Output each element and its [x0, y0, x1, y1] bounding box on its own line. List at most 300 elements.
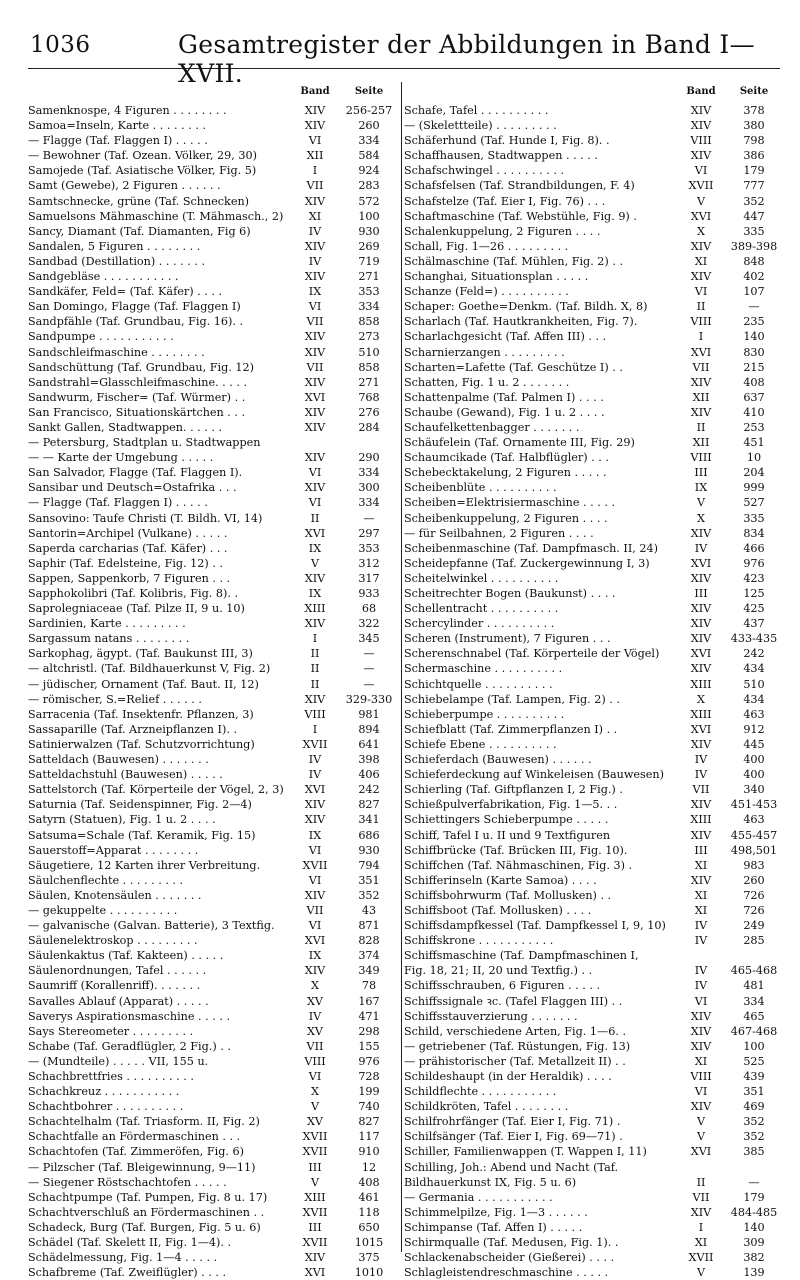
page-ref: 408 [743, 375, 765, 389]
page-ref: 930 [358, 843, 380, 857]
index-entry [404, 843, 782, 858]
band-number: I [698, 330, 704, 344]
page-ref: — [363, 647, 375, 661]
entry-text: Schießpulverfabrikation, Fig. 1—5. . . [404, 798, 618, 812]
band-number: XI [308, 209, 322, 223]
page-ref: 912 [743, 722, 765, 736]
column-divider [401, 82, 402, 1252]
page-ref: 719 [358, 254, 380, 268]
band-number: XII [306, 149, 324, 163]
entry-text: Sapphokolibri (Taf. Kolibris, Fig. 8). . [28, 587, 239, 600]
band-number: XI [694, 858, 708, 872]
band-number: XIV [304, 239, 326, 253]
page-ref: 78 [361, 979, 377, 993]
page-ref: 340 [743, 783, 765, 797]
entry-text: Sarracenia (Taf. Insektenfr. Pflanzen, 3) [28, 707, 254, 721]
index-entry [28, 707, 398, 722]
band-number: XVII [302, 1205, 328, 1219]
entry-text: Scharnierzangen . . . . . . . . . [404, 345, 565, 359]
band-number: VI [308, 1070, 322, 1083]
entry-text: Schabe (Taf. Geradflügler, 2 Fig.) . . [28, 1039, 231, 1053]
band-number: VII [306, 903, 324, 917]
band-number: XIV [304, 798, 326, 812]
page-ref: 351 [743, 1085, 765, 1099]
index-entry [404, 390, 782, 405]
band-number: XVI [304, 934, 326, 948]
entry-text: Schildflechte . . . . . . . . . . . [404, 1085, 557, 1099]
entry-text: Säulenelektroskop . . . . . . . . . [28, 934, 198, 948]
entry-text: — römischer, S.=Relief . . . . . . [28, 692, 202, 706]
band-number: XIV [690, 617, 712, 631]
band-number: XIV [304, 888, 326, 902]
entry-text: Säulen, Knotensäulen . . . . . . . [28, 888, 202, 902]
index-entry [28, 1160, 398, 1175]
page-ref: 139 [743, 1266, 765, 1280]
band-number: XVI [690, 556, 712, 570]
index-entry [28, 978, 398, 993]
index-entry [28, 737, 398, 752]
entry-text: Schiffsbohrwurm (Taf. Mollusken) . . [404, 888, 612, 902]
band-number: IV [694, 979, 708, 993]
page-ref: 100 [358, 209, 380, 223]
band-number: XIV [304, 481, 326, 495]
entry-text: Säulchenflechte . . . . . . . . . [28, 873, 184, 887]
entry-text: Saperda carcharias (Taf. Käfer) . . . [28, 541, 228, 555]
index-entry [28, 782, 398, 797]
band-number: XIV [304, 405, 326, 419]
entry-text: Schifferinseln (Karte Samoa) . . . . [404, 873, 597, 887]
entry-text: — (Skelettteile) . . . . . . . . . [404, 119, 557, 133]
page-ref: 461 [358, 1190, 380, 1204]
band-header: Band [300, 86, 330, 97]
page-ref: 510 [743, 677, 765, 691]
entry-text: Schaftmaschine (Taf. Webstühle, Fig. 9) . [404, 209, 637, 223]
index-entry [28, 1144, 398, 1159]
index-entry [404, 677, 782, 692]
entry-text: Schiffsmaschine (Taf. Dampfmaschinen I, [404, 949, 639, 963]
band-number: IV [308, 753, 322, 767]
entry-text: Scheibenblüte . . . . . . . . . . [404, 481, 557, 495]
page-ref: 334 [358, 466, 380, 480]
page-ref: 400 [743, 768, 765, 782]
index-entry [28, 390, 398, 405]
entry-text: Schädelmessung, Fig. 1—4 . . . . . [28, 1251, 218, 1265]
index-entry [28, 571, 398, 586]
entry-text: Schilling, Joh.: Abend und Nacht (Taf. [404, 1160, 619, 1174]
index-entry [404, 1220, 782, 1235]
entry-text: Satteldachstuhl (Bauwesen) . . . . . [28, 768, 223, 782]
index-entry [28, 631, 398, 646]
entry-text: Schaumcikade (Taf. Halbflügler) . . . [404, 451, 609, 465]
page-ref: 1010 [354, 1266, 384, 1280]
page-ref: 924 [358, 164, 380, 178]
entry-text: Saumriff (Korallenriff). . . . . . . [28, 979, 201, 993]
page-ref: 641 [358, 737, 380, 751]
band-number: XVI [690, 209, 712, 223]
page-ref: 271 [358, 270, 380, 284]
page-ref: 798 [743, 134, 765, 148]
index-entry [404, 586, 782, 601]
page-ref: 871 [358, 919, 380, 933]
band-number: IX [694, 481, 708, 495]
index-entry [28, 797, 398, 812]
index-entry [404, 888, 782, 903]
entry-text: Sandschüttung (Taf. Grundbau, Fig. 12) [28, 360, 254, 374]
index-entry [404, 1099, 782, 1114]
entry-text: Sappen, Sappenkorb, 7 Figuren . . . [28, 571, 231, 585]
page-ref: 466 [743, 541, 765, 555]
band-number: VI [308, 843, 322, 857]
band-number: XIV [304, 104, 326, 117]
page-ref: 439 [743, 1070, 765, 1083]
index-entry [28, 148, 398, 163]
entry-text: Sandschleifmaschine . . . . . . . . [28, 345, 205, 359]
page-ref: 834 [743, 526, 765, 540]
index-entry [404, 375, 782, 390]
band-number: XIII [304, 1190, 326, 1204]
entry-text: Schiebelampe (Taf. Lampen, Fig. 2) . . [404, 692, 620, 706]
band-number: XIV [690, 873, 712, 887]
page-ref: 334 [358, 496, 380, 510]
entry-text: Schiffsdampfkessel (Taf. Dampfkessel I, 9, 10) [404, 919, 666, 933]
index-entry [28, 1265, 398, 1280]
entry-text: Schieberpumpe . . . . . . . . . . [404, 707, 565, 721]
page-ref: 385 [743, 1145, 765, 1159]
entry-text: San Domingo, Flagge (Taf. Flaggen I) [28, 300, 241, 314]
page-ref: 334 [358, 300, 380, 314]
entry-text: Samoa=Inseln, Karte . . . . . . . . [28, 119, 206, 133]
index-entry [28, 948, 398, 963]
page-ref: 481 [743, 979, 765, 993]
page-ref: 768 [358, 390, 380, 404]
index-entry [404, 1205, 782, 1220]
entry-text: Samojede (Taf. Asiatische Völker, Fig. 5) [28, 164, 257, 178]
band-number: XIV [690, 119, 712, 133]
band-number: XIV [304, 692, 326, 706]
band-number: XVI [304, 390, 326, 404]
index-entry [28, 767, 398, 782]
entry-text: — für Seilbahnen, 2 Figuren . . . . [404, 526, 594, 540]
page-ref: 848 [743, 254, 765, 268]
entry-text: — Siegener Röstschachtofen . . . . . [28, 1175, 227, 1189]
page-ref: 312 [358, 556, 380, 570]
index-entry [404, 420, 782, 435]
index-entry [404, 148, 782, 163]
entry-text: Schaper: Goethe=Denkm. (Taf. Bildh. X, 8) [404, 300, 648, 314]
page-ref: 352 [743, 194, 765, 208]
page-ref: 408 [358, 1175, 380, 1189]
band-number: XIV [304, 420, 326, 434]
page-ref: 256-257 [345, 104, 393, 117]
page-ref: 285 [743, 934, 765, 948]
page-ref: 467-468 [730, 1024, 778, 1038]
page-ref: 378 [743, 104, 765, 117]
index-entry [28, 345, 398, 360]
page-ref: 107 [743, 285, 765, 299]
entry-text: Schieferdeckung auf Winkeleisen (Bauwesen) [404, 768, 664, 782]
entry-text: Schilfsänger (Taf. Eier I, Fig. 69—71) . [404, 1130, 623, 1144]
index-entry [28, 299, 398, 314]
index-entry [404, 933, 782, 948]
band-number: IX [308, 587, 322, 600]
page-ref: — [363, 511, 375, 525]
entry-text: Samenknospe, 4 Figuren . . . . . . . . [28, 104, 227, 117]
band-number: IV [694, 753, 708, 767]
page-ref: 179 [743, 1190, 765, 1204]
index-entry [404, 1039, 782, 1054]
entry-text: Schafschwingel . . . . . . . . . . [404, 164, 565, 178]
band-number: III [308, 1220, 322, 1234]
entry-text: — jüdischer, Ornament (Taf. Baut. II, 12) [28, 677, 259, 691]
index-entry [404, 254, 782, 269]
index-entry [404, 797, 782, 812]
seite-header: Seite [739, 86, 769, 97]
band-number: XIV [304, 345, 326, 359]
entry-text: Schimmelpilze, Fig. 1—3 . . . . . . [404, 1205, 588, 1219]
band-number: VII [306, 179, 324, 193]
entry-text: Schälmaschine (Taf. Mühlen, Fig. 2) . . [404, 254, 624, 268]
index-entry [28, 903, 398, 918]
band-number: XIV [690, 662, 712, 676]
band-number: XIII [690, 707, 712, 721]
index-entry [404, 511, 782, 526]
page-ref: 309 [743, 1236, 765, 1250]
index-entry [404, 480, 782, 495]
page-ref: 525 [743, 1054, 765, 1068]
band-number: IX [308, 285, 322, 299]
page-ref: 740 [358, 1100, 380, 1114]
page-ref: 1015 [354, 1236, 384, 1250]
index-entry [28, 752, 398, 767]
column-header [404, 86, 782, 103]
entry-text: Scheibenmaschine (Taf. Dampfmasch. II, 24) [404, 541, 658, 555]
band-number: XIV [690, 239, 712, 253]
index-entry [404, 284, 782, 299]
page-ref: 118 [358, 1205, 380, 1219]
index-entry [28, 133, 398, 148]
band-number: XIV [690, 1205, 712, 1219]
index-entry [28, 209, 398, 224]
page-ref: 140 [743, 330, 765, 344]
entry-text: Sansibar und Deutsch=Ostafrika . . . [28, 481, 237, 495]
page-ref: 510 [358, 345, 380, 359]
index-entry [28, 194, 398, 209]
entry-text: Schiff, Tafel I u. II und 9 Textfiguren [404, 828, 611, 842]
band-number: III [694, 843, 708, 857]
index-entry [28, 1190, 398, 1205]
index-entry [28, 692, 398, 707]
band-number: IV [694, 541, 708, 555]
band-number: VIII [690, 451, 712, 465]
band-header: Band [686, 86, 716, 97]
page-ref: 437 [743, 617, 765, 631]
entry-text: Sarkophag, ägypt. (Taf. Baukunst III, 3) [28, 647, 253, 661]
index-entry [28, 254, 398, 269]
band-number: XVII [688, 179, 714, 193]
index-entry [404, 1250, 782, 1265]
page-ref: 334 [358, 134, 380, 148]
band-number: VI [308, 873, 322, 887]
band-number: XIV [690, 1100, 712, 1114]
entry-text: Schafstelze (Taf. Eier I, Fig. 76) . . . [404, 194, 606, 208]
band-number: V [696, 194, 706, 208]
page-ref: 433-435 [730, 632, 778, 646]
index-entry [404, 526, 782, 541]
index-entry [28, 1024, 398, 1039]
entry-text: Saphir (Taf. Edelsteine, Fig. 12) . . [28, 556, 224, 570]
entry-text: Schild, verschiedene Arten, Fig. 1—6. . [404, 1024, 626, 1038]
page-header [28, 22, 780, 88]
entry-text: — galvanische (Galvan. Batterie), 3 Textfig. [28, 919, 275, 933]
index-entry [28, 405, 398, 420]
entry-text: Scheiben=Elektrisiermaschine . . . . . [404, 496, 616, 510]
entry-text: Sargassum natans . . . . . . . . [28, 632, 190, 646]
entry-text: Sandpumpe . . . . . . . . . . . [28, 330, 174, 344]
index-entry [28, 541, 398, 556]
band-number: V [696, 1115, 706, 1129]
entry-text: Sandkäfer, Feld= (Taf. Käfer) . . . . [28, 285, 223, 299]
index-entry [28, 118, 398, 133]
index-entry [404, 224, 782, 239]
index-entry [404, 1144, 782, 1159]
entry-text: Sancy, Diamant (Taf. Diamanten, Fig 6) [28, 224, 251, 238]
band-number: XIV [690, 375, 712, 389]
index-entry [28, 1084, 398, 1099]
index-entry [404, 405, 782, 420]
index-entry [404, 1235, 782, 1250]
band-number: I [312, 722, 318, 736]
page-ref: 981 [358, 707, 380, 721]
index-entry [404, 767, 782, 782]
entry-text: Sattelstorch (Taf. Körperteile der Vögel, 2, 3) [28, 783, 284, 797]
index-entry [404, 631, 782, 646]
index-entry [28, 843, 398, 858]
band-number: II [310, 647, 320, 661]
page-ref: 498,501 [730, 843, 778, 857]
band-number: VIII [690, 1070, 712, 1083]
page-number: 1036 [30, 32, 91, 58]
index-entry [404, 239, 782, 254]
page-ref: 215 [743, 360, 765, 374]
entry-text: Sankt Gallen, Stadtwappen. . . . . . [28, 420, 223, 434]
index-entry [404, 269, 782, 284]
entry-text: Samt (Gewebe), 2 Figuren . . . . . . [28, 179, 221, 193]
page-ref: 828 [358, 934, 380, 948]
band-number: III [694, 466, 708, 480]
band-number: II [696, 1175, 706, 1189]
entry-text: Säugetiere, 12 Karten ihrer Verbreitung. [28, 858, 261, 872]
page-ref: 353 [358, 541, 380, 555]
page-ref: 235 [743, 315, 765, 329]
band-number: XIV [304, 194, 326, 208]
page-ref: 434 [743, 692, 765, 706]
band-number: IX [308, 541, 322, 555]
index-entry [404, 314, 782, 329]
entry-text: Schachtelhalm (Taf. Triasform. II, Fig. 2) [28, 1115, 260, 1129]
entry-text: Schafsfelsen (Taf. Strandbildungen, F. 4) [404, 179, 635, 193]
index-entry [28, 722, 398, 737]
index-entry [404, 133, 782, 148]
entry-text: Schiller, Familienwappen (T. Wappen I, 11) [404, 1145, 647, 1159]
entry-text: Schildeshaupt (in der Heraldik) . . . . [404, 1070, 612, 1083]
index-entry [28, 314, 398, 329]
entry-text: Saprolegniaceae (Taf. Pilze II, 9 u. 10) [28, 602, 245, 616]
entry-text: Schiffssignale ꝛc. (Tafel Flaggen III) . . [404, 994, 623, 1008]
index-entry [28, 1220, 398, 1235]
page-ref: 650 [358, 1220, 380, 1234]
index-entry [28, 918, 398, 933]
page-ref: 335 [743, 511, 765, 525]
band-number: V [696, 1130, 706, 1144]
band-number: IV [694, 919, 708, 933]
page-ref: 398 [358, 753, 380, 767]
page-ref: 242 [743, 647, 765, 661]
band-number: XV [306, 1115, 324, 1129]
entry-text: — gekuppelte . . . . . . . . . . [28, 903, 178, 917]
page-ref: 155 [358, 1039, 380, 1053]
index-entry [404, 692, 782, 707]
band-number: XI [694, 254, 708, 268]
index-entry [28, 858, 398, 873]
index-entry [404, 1175, 782, 1190]
page-ref: 290 [358, 451, 380, 465]
entry-text: Schaufelkettenbagger . . . . . . . [404, 420, 580, 434]
page-ref: 374 [358, 949, 380, 963]
index-entry [404, 465, 782, 480]
entry-text: Scheibenkuppelung, 2 Figuren . . . . [404, 511, 608, 525]
entry-list [28, 103, 398, 1280]
page-ref: — [363, 677, 375, 691]
seite-header: Seite [354, 86, 384, 97]
entry-text: Scheitelwinkel . . . . . . . . . . [404, 571, 559, 585]
page-ref: 382 [743, 1251, 765, 1265]
page-ref: 260 [743, 873, 765, 887]
band-number: X [311, 979, 319, 993]
band-number: XI [694, 888, 708, 902]
band-number: XVI [304, 783, 326, 797]
index-entry [28, 873, 398, 888]
band-number: XVII [302, 1130, 328, 1144]
band-number: VI [308, 466, 322, 480]
index-entry [28, 1069, 398, 1084]
entry-text: Satsuma=Schale (Taf. Keramik, Fig. 15) [28, 828, 256, 842]
page-ref: 455-457 [730, 828, 778, 842]
index-entry [28, 178, 398, 193]
page-ref: 329-330 [345, 692, 393, 706]
band-number: II [310, 662, 320, 676]
band-number: XII [692, 390, 710, 404]
page-ref: 271 [358, 375, 380, 389]
entry-text: — — Karte der Umgebung . . . . . [28, 451, 214, 465]
band-number: III [308, 1160, 322, 1174]
index-entry [28, 677, 398, 692]
index-entry [28, 1250, 398, 1265]
band-number: XIV [304, 330, 326, 344]
band-number: VII [306, 1039, 324, 1053]
band-number: VII [306, 315, 324, 329]
page-ref: 976 [358, 1054, 380, 1068]
index-entry [404, 903, 782, 918]
index-entry [28, 1114, 398, 1129]
band-number: XIV [690, 405, 712, 419]
index-entry [28, 1129, 398, 1144]
entry-text: Santorin=Archipel (Vulkane) . . . . . [28, 526, 228, 540]
page-ref: 317 [358, 571, 380, 585]
entry-text: Schachtfalle an Fördermaschinen . . . [28, 1130, 241, 1144]
entry-text: Sandgebläse . . . . . . . . . . . [28, 270, 179, 284]
index-entry [28, 828, 398, 843]
band-number: IV [694, 934, 708, 948]
